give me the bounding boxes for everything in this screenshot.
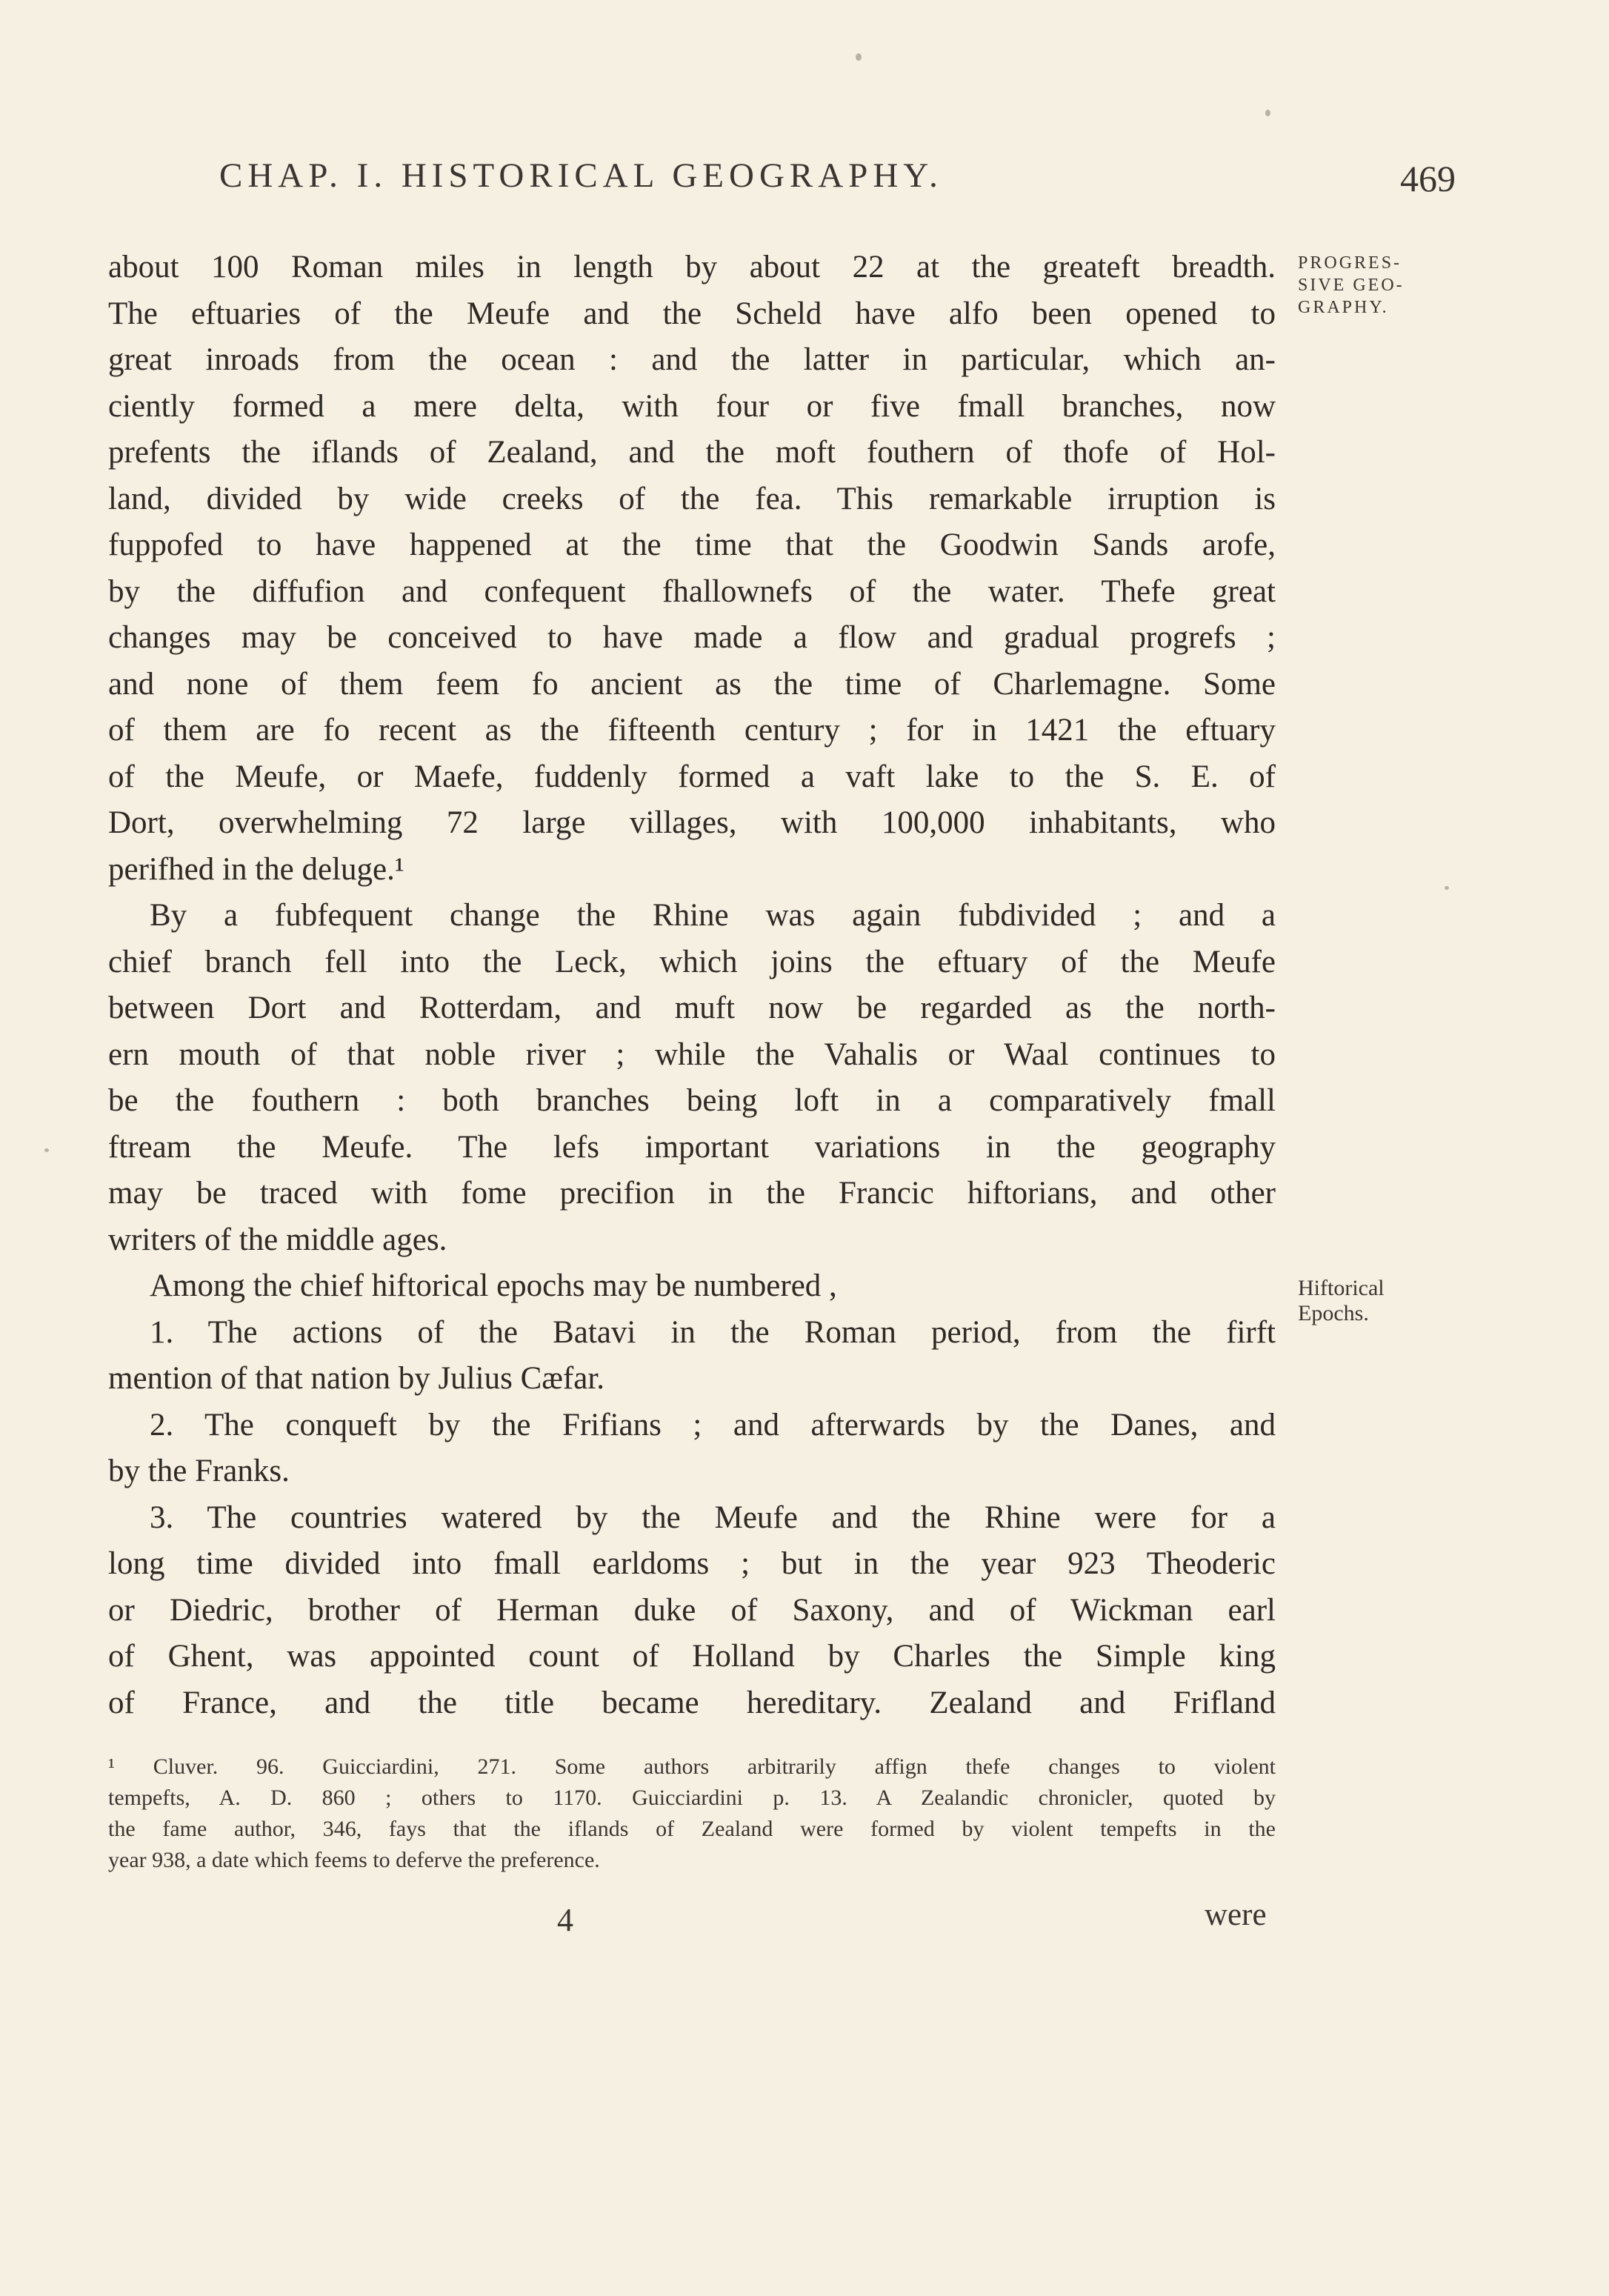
text-line: perifhed in the deluge.¹ [108, 851, 404, 887]
running-head: CHAP. I. HISTORICAL GEOGRAPHY. [219, 156, 943, 195]
text-line: chief branch fell into the Leck, which joins the eftuary of the Meufe [108, 944, 1276, 979]
paper-speck [1265, 110, 1270, 116]
text-line: ern mouth of that noble river ; while the Vahalis or Waal continues to [108, 1036, 1276, 1072]
text-line: Dort, overwhelming 72 large villages, with 100,000 inhabitants, who [108, 805, 1276, 840]
paper-speck [44, 1148, 49, 1152]
body-text [108, 244, 1276, 1726]
text-line: By a fubfequent change the Rhine was again fubdivided ; and a [150, 898, 1276, 933]
text-line: of the Meufe, or Maefe, fuddenly formed a vaft lake to the S. E. of [108, 759, 1276, 794]
text-line: great inroads from the ocean : and the latter in particular, which an- [108, 342, 1276, 377]
margin-note-line: SIVE GEO- [1298, 276, 1405, 295]
margin-note-line: PROGRES- [1298, 253, 1402, 273]
footnote-line: year 938, a date which feems to deferve the preference. [108, 1848, 600, 1872]
paper-speck [856, 53, 862, 61]
text-line: about 100 Roman miles in length by about 22 at the greateft breadth. [108, 250, 1276, 284]
text-line: ftream the Meufe. The lefs important variations in the geography [108, 1129, 1276, 1165]
text-line: prefents the iflands of Zealand, and the moft fouthern of thofe of Hol- [108, 435, 1276, 470]
text-line: 2. The conqueft by the Frifians ; and afterwards by the Danes, and [150, 1407, 1276, 1443]
text-line: of them are fo recent as the fifteenth century ; for in 1421 the eftuary [108, 713, 1276, 748]
text-line: 3. The countries watered by the Meufe and the Rhine were for a [150, 1500, 1276, 1535]
text-line: and none of them feem fo ancient as the time of Charlemagne. Some [108, 666, 1276, 702]
footnote-line: tempefts, A. D. 860 ; others to 1170. Guicciardini p. 13. A Zealandic chronicler, quoted by [108, 1786, 1276, 1810]
text-line: by the diffufion and confequent fhallownefs of the water. Thefe great [108, 573, 1276, 609]
page-number: 469 [1400, 158, 1456, 199]
text-line: by the Franks. [108, 1454, 290, 1488]
catchword: were [1205, 1897, 1267, 1932]
text-line: between Dort and Rotterdam, and muft now be regarded as the north- [108, 991, 1276, 1025]
text-line: fuppofed to have happened at the time that the Goodwin Sands arofe, [108, 528, 1276, 562]
text-line: be the fouthern : both branches being loft in a comparatively fmall [108, 1083, 1276, 1118]
text-line: writers of the middle ages. [108, 1222, 447, 1257]
margin-note-line: Epochs. [1298, 1301, 1369, 1325]
text-line: land, divided by wide creeks of the fea. This remarkable irruption is [108, 481, 1276, 516]
text-line: changes may be conceived to have made a flow and gradual progrefs ; [108, 620, 1276, 655]
margin-note-line: Hiftorical [1298, 1276, 1385, 1300]
margin-note-progressive-geography [1298, 252, 1446, 319]
footnote-line: ¹ Cluver. 96. Guicciardini, 271. Some authors arbitrarily affign thefe changes to violent [108, 1754, 1276, 1779]
text-line: of Ghent, was appointed count of Holland by Charles the Simple king [108, 1639, 1276, 1674]
text-line: may be traced with fome precifion in the Francic hiftorians, and other [108, 1176, 1276, 1211]
signature-mark: 4 [557, 1902, 573, 1938]
paper-speck [1445, 886, 1449, 890]
margin-note-line: GRAPHY. [1298, 298, 1389, 317]
text-line: The eftuaries of the Meufe and the Scheld have alfo been opened to [108, 296, 1276, 331]
footnote-line: the fame author, 346, fays that the iflands of Zealand were formed by violent tempefts in the [108, 1817, 1276, 1841]
text-line: ciently formed a mere delta, with four or five fmall branches, now [108, 388, 1276, 424]
text-line: 1. The actions of the Batavi in the Roman period, from the firft [150, 1314, 1276, 1350]
text-line: or Diedric, brother of Herman duke of Saxony, and of Wickman earl [108, 1592, 1276, 1628]
text-line: of France, and the title became hereditary. Zealand and Frifland [108, 1685, 1276, 1720]
text-line: long time divided into fmall earldoms ; but in the year 923 Theoderic [108, 1546, 1276, 1581]
text-line: Among the chief hiftorical epochs may be numbered , [150, 1268, 837, 1303]
text-line: mention of that nation by Julius Cæfar. [108, 1361, 605, 1396]
margin-note-historical-epochs [1298, 1276, 1446, 1326]
footnote [108, 1751, 1276, 1876]
